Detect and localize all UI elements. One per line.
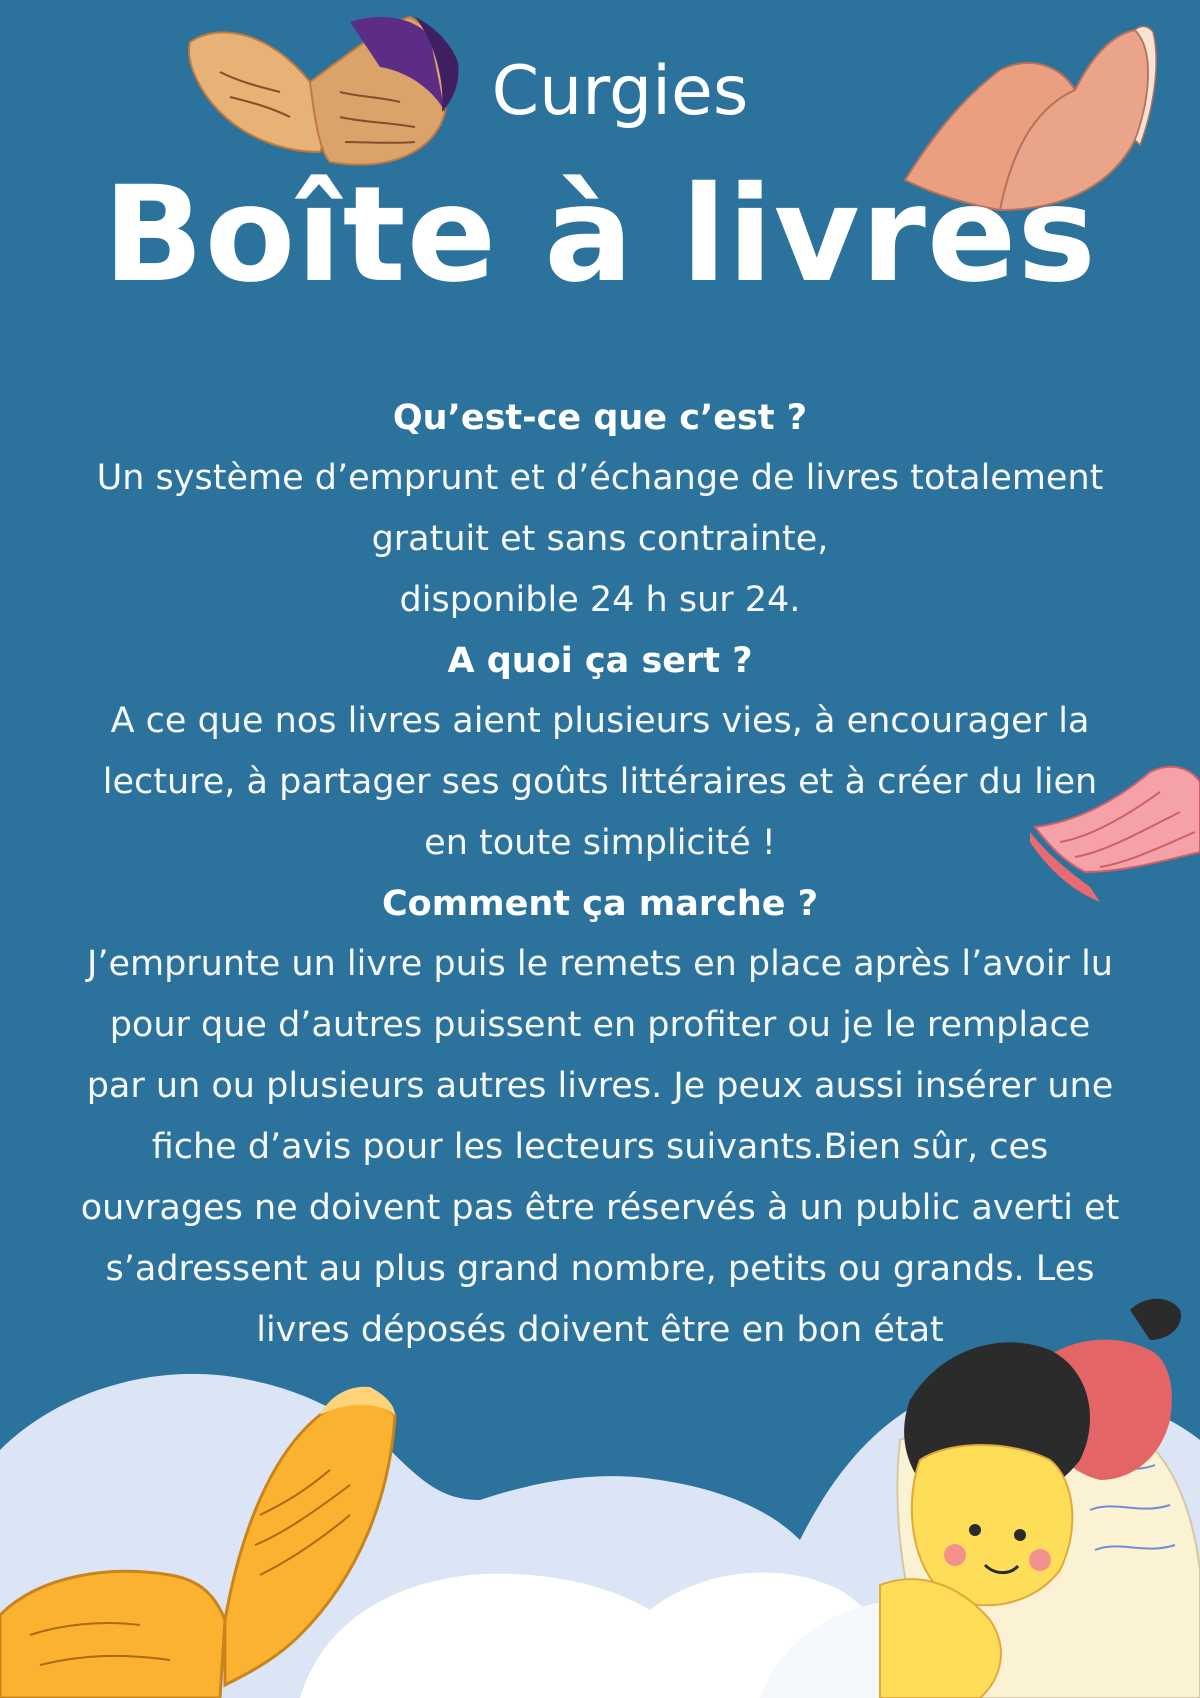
text-line: livres déposés doivent être en bon état [256,1310,944,1350]
section-why [28,631,1172,874]
section-heading: Comment ça marche ? [381,884,819,924]
text-line: gratuit et sans contrainte, [371,519,829,559]
text-line: en toute simplicité ! [424,823,776,863]
text-line: ouvrages ne doivent pas être réservés à un public averti et [80,1188,1120,1228]
text-line: fiche d’avis pour les lecteurs suivants.Bien sûr, ces [151,1127,1049,1167]
section-how [28,874,1172,1361]
text-line: pour que d’autres puissent en profiter ou je le remplace [109,1005,1091,1045]
section-text [28,934,1172,1361]
section-text [28,691,1172,874]
poster-title: Boîte à livres [103,158,1097,312]
text-line: A ce que nos livres aient plusieurs vies, à encourager la [110,701,1090,741]
text-line: disponible 24 h sur 24. [399,580,801,620]
section-text [28,448,1172,631]
text-line: Un système d’emprunt et d’échange de livres totalement [96,458,1104,498]
section-heading: A quoi ça sert ? [447,641,753,681]
content [28,388,1172,1361]
open-book-icon [189,17,458,165]
section-heading: Qu’est-ce que c’est ? [392,398,808,438]
text-line: lecture, à partager ses goûts littéraires et à créer du lien [102,762,1098,802]
text-line: par un ou plusieurs autres livres. Je peux aussi insérer une [86,1066,1114,1106]
text-line: J’emprunte un livre puis le remets en place après l’avoir lu [87,944,1113,984]
section-what [28,388,1172,631]
text-line: s’adressent au plus grand nombre, petits ou grands. Les [105,1249,1095,1289]
town-name: Curgies [491,52,749,131]
